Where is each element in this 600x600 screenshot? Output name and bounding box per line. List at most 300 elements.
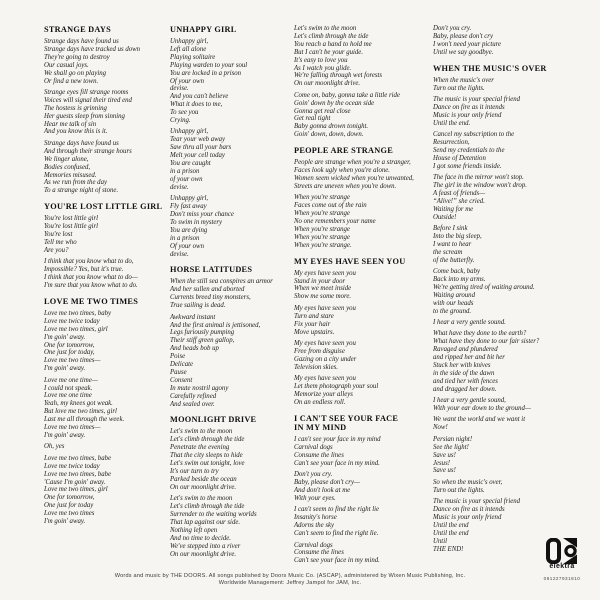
lyric-verse: [170, 314, 292, 409]
credits-line-2: Worldwide Management: Jeffrey Jampol for JAM, Inc.: [218, 580, 362, 586]
lyric-line: House of Detention: [433, 154, 486, 162]
lyric-line: in a prison: [170, 168, 200, 175]
lyric-line: Impossible? Yes, but it's true.: [44, 266, 124, 274]
lyric-line: On an endless roll.: [294, 398, 346, 406]
lyric-line: No one remembers your name: [294, 218, 376, 226]
lyric-line: Strange days have found us: [44, 38, 119, 45]
lyric-line: One for tomorrow,: [44, 494, 95, 502]
lyric-verse: [294, 159, 432, 191]
lyric-line: Consume the lines: [294, 451, 344, 459]
lyric-line: People are strange when you're a stranger,: [294, 159, 411, 167]
credits-footer: [0, 573, 580, 587]
lyric-line: and dragged her down.: [433, 385, 497, 393]
lyric-line: Memorize your alleys: [294, 390, 353, 398]
lyric-line: Jesus!: [433, 459, 450, 467]
lyric-line: Our casual joys.: [44, 61, 89, 69]
lyric-line: in the side of the dawn: [433, 369, 495, 377]
lyrics-column: [294, 25, 432, 569]
lyric-line: I can't see your face in my mind: [294, 436, 381, 444]
lyric-line: Tear your web away: [170, 136, 226, 144]
lyric-line: Left all alone: [170, 45, 207, 53]
lyric-line: And through their strange hours: [44, 147, 132, 155]
lyric-line: With your eyes.: [294, 495, 336, 502]
lyric-verse: [433, 77, 583, 93]
lyric-line: The hostess is grinning: [44, 104, 107, 112]
lyric-line: Love me twice today: [44, 462, 100, 470]
lyric-line: 'Cause I'm goin' away.: [44, 478, 106, 486]
lyric-line: Carefully refined: [170, 392, 217, 400]
lyric-line: Don't miss your chance: [170, 211, 234, 219]
song-title-line: PEOPLE ARE STRANGE: [294, 146, 394, 156]
song-title: [170, 265, 292, 275]
lyric-line: And you know this is it.: [44, 128, 108, 136]
lyric-line: Resurrection,: [433, 138, 470, 146]
lyric-verse: [294, 305, 432, 337]
lyric-line: Tell me who: [44, 238, 77, 246]
lyric-line: Move upstairs.: [294, 328, 335, 336]
lyric-line: And you can't believe: [170, 93, 229, 101]
lyric-line: Let's swim to the moon: [170, 428, 233, 436]
catalog-number: 081227931810: [543, 576, 581, 581]
lyric-line: Streets are uneven when you're down.: [294, 182, 397, 190]
song-title-line: IN MY MIND: [294, 423, 347, 433]
lyric-verse: [433, 25, 583, 57]
lyric-verse: [294, 25, 432, 88]
lyric-verse: [294, 270, 432, 302]
lyric-line: My eyes have seen you: [294, 269, 356, 277]
song-title: [170, 415, 292, 425]
lyric-line: Until: [433, 537, 447, 545]
lyric-line: Until we say goodbye.: [433, 48, 494, 56]
lyric-line: We're falling through wet forests: [294, 72, 383, 80]
lyric-line: Crying.: [170, 117, 191, 125]
lyric-line: It's our turn to try: [170, 468, 219, 475]
lyric-line: With your ear down to the ground—: [433, 405, 531, 413]
song-title-line: MY EYES HAVE SEEN YOU: [294, 256, 406, 266]
lyric-line: devise.: [170, 85, 189, 93]
lyric-line: with our heads: [433, 299, 474, 307]
lyric-line: What have they done to the earth?: [433, 330, 527, 338]
lyric-line: I think that you know what to do,: [44, 258, 134, 266]
lyric-line: Memories misused.: [44, 171, 97, 179]
lyric-line: Hear me talk of sin: [44, 120, 97, 128]
lyric-line: My eyes have seen you: [294, 375, 356, 383]
lyric-line: Poise: [170, 353, 186, 361]
lyric-line: devise.: [170, 183, 189, 191]
lyric-line: Until the end.: [433, 119, 471, 127]
lyric-verse: [170, 278, 292, 310]
lyric-line: When you're strange: [294, 194, 350, 202]
lyric-line: Love me two times—: [44, 424, 101, 432]
lyric-line: Back into my arms.: [433, 275, 486, 283]
lyric-line: Strange days have tracked us down: [44, 45, 141, 53]
lyric-verse: [44, 258, 166, 290]
lyric-line: I got some friends inside.: [433, 162, 502, 170]
lyric-line: and ripped her and bit her: [433, 354, 505, 362]
lyric-line: I think that you know what to do—: [44, 274, 138, 282]
lyric-line: You're lost little girl: [44, 223, 99, 231]
lyric-line: Persian night!: [433, 435, 473, 443]
lyric-line: My eyes have seen you: [294, 339, 356, 347]
lyric-line: Show me some more.: [294, 293, 352, 301]
lyric-line: Gonna get real close: [294, 107, 351, 115]
lyric-verse: [170, 195, 292, 258]
lyric-verse: [44, 215, 166, 255]
lyrics-column: [170, 25, 292, 562]
lyric-line: Of your own: [170, 242, 204, 250]
lyric-line: You're lost: [44, 231, 73, 239]
lyric-line: We want the world and we want it: [433, 416, 526, 424]
lyric-verse: [44, 89, 166, 136]
lyric-line: Saw thru all your bars: [170, 144, 232, 152]
lyric-line: Don't you cry.: [433, 25, 472, 32]
lyric-line: I could not speak.: [44, 384, 93, 392]
lyric-verse: [433, 319, 583, 327]
lyric-line: Or find a new town.: [44, 77, 99, 85]
lyric-line: Her guests sleep from sinning: [44, 112, 125, 120]
lyric-verse: [170, 38, 292, 125]
lyric-verse: [170, 495, 292, 558]
lyric-line: Strange days have found us: [44, 139, 119, 147]
lyric-verse: [44, 140, 166, 195]
record-label-name: elektra: [549, 563, 575, 570]
lyric-line: Before I sink: [433, 225, 468, 233]
lyric-line: Love me one time: [44, 392, 92, 400]
song-title-line: STRANGE DAYS: [44, 25, 112, 34]
lyric-line: A feast of friends—: [433, 189, 486, 197]
lyric-line: Oh, yes: [44, 443, 65, 451]
lyric-line: It's easy to love you: [294, 56, 348, 64]
lyric-line: When we meet inside: [294, 285, 352, 293]
lyric-line: Until the end: [433, 521, 469, 529]
lyric-line: “Alive!” she cried.: [433, 197, 485, 205]
lyric-line: The girl in the window won't drop.: [433, 182, 527, 189]
lyric-verse: [433, 96, 583, 128]
lyric-line: Their stiff green gallop,: [170, 337, 235, 345]
lyric-line: Let's swim to the moon: [170, 495, 233, 503]
lyric-line: To swim in mystery: [170, 218, 223, 226]
lyric-line: But love me two times, girl: [44, 408, 117, 416]
lyric-line: I can't seem to find the right lie: [294, 506, 380, 514]
lyric-line: When the music's over: [433, 76, 494, 84]
song-title: [44, 25, 166, 35]
lyric-verse: [44, 455, 166, 526]
lyric-line: When you're strange: [294, 233, 350, 241]
lyric-line: Love me two times—: [44, 357, 101, 365]
lyric-line: Television skies.: [294, 363, 338, 371]
lyric-line: Love me two times, girl: [44, 325, 108, 333]
lyric-line: Faces look ugly when you're alone.: [294, 167, 390, 175]
lyric-line: I hear a very gentle sound.: [433, 319, 506, 326]
lyric-line: And sealed over.: [170, 400, 215, 408]
lyric-line: On our moonlight drive.: [294, 80, 361, 88]
song-title-line: MOONLIGHT DRIVE: [170, 415, 257, 425]
lyric-line: of your own: [170, 175, 203, 183]
lyric-line: Love me two times, babe: [44, 470, 112, 478]
lyric-line: Penetrate the evening: [170, 444, 230, 452]
lyric-line: Turn out the lights.: [433, 486, 485, 494]
song-title-line: HORSE LATITUDES: [170, 265, 253, 275]
lyric-line: Into the big sleep,: [433, 232, 482, 240]
lyric-line: We shall go on playing: [44, 69, 107, 77]
lyric-line: of the butterfly.: [433, 256, 475, 264]
lyric-line: Let's climb through the tide: [294, 32, 369, 40]
lyric-line: Awkward instant: [170, 313, 216, 321]
lyric-line: My eyes have seen you: [294, 304, 356, 312]
lyric-line: But I can't be your guide.: [294, 48, 364, 56]
lyric-line: Unhappy girl,: [170, 195, 209, 203]
lyric-line: Fly fast away: [170, 203, 207, 211]
lyric-verse: [433, 479, 583, 495]
lyric-line: Save us!: [433, 451, 456, 459]
lyric-line: Carnival dogs: [294, 541, 333, 549]
lyric-line: Let's swim out tonight, love: [170, 460, 245, 468]
lyric-line: Strange eyes fill strange rooms: [44, 88, 129, 96]
lyric-line: On our moonlight drive.: [170, 483, 237, 491]
lyric-line: Now!: [433, 424, 448, 432]
lyric-line: Unhappy girl,: [170, 128, 209, 136]
lyric-line: Free from disguise: [294, 347, 345, 355]
lyric-line: One just for today: [44, 502, 94, 510]
lyric-line: Playing solitaire: [170, 53, 216, 61]
lyric-line: THE END!: [433, 545, 464, 553]
lyric-line: Send my credentials to the: [433, 146, 505, 154]
lyric-line: Adorns the sky: [294, 522, 335, 530]
lyric-line: The music is your special friend: [433, 95, 521, 103]
lyric-line: Waiting around: [433, 291, 475, 299]
lyric-line: Love me two times: [44, 510, 95, 518]
lyric-line: Turn and stare: [294, 312, 334, 320]
lyric-line: Surrender to the waiting worlds: [170, 511, 257, 519]
lyric-line: Love me two times, baby: [44, 309, 112, 317]
lyric-line: Carnival dogs: [294, 444, 333, 452]
lyric-line: What have they done to our fair sister?: [433, 338, 540, 346]
song-title: [294, 414, 432, 433]
lyric-line: the scream: [433, 248, 463, 256]
lyric-verse: [433, 330, 583, 393]
lyric-line: Cancel my subscription to the: [433, 131, 515, 139]
lyric-line: Dance on fire as it intends: [433, 506, 505, 514]
lyric-line: We've stepped into a river: [170, 542, 241, 550]
lyric-line: Dance on fire as it intends: [433, 103, 505, 111]
lyric-line: Bodies confused,: [44, 163, 91, 171]
lyric-verse: [294, 375, 432, 407]
lyric-line: Waiting for me: [433, 205, 474, 213]
lyric-line: Can't see your face in my mind.: [294, 557, 380, 565]
lyric-line: Baby, please don't cry—: [294, 479, 361, 487]
lyric-verse: [433, 131, 583, 171]
lyric-line: When you're strange.: [294, 241, 352, 249]
lyric-line: Don't you cry.: [294, 471, 333, 479]
lyric-line: devise.: [170, 250, 189, 258]
lyric-verse: [433, 436, 583, 476]
lyric-verse: [294, 92, 432, 139]
lyric-line: in a prison: [170, 234, 200, 242]
song-title: [294, 257, 432, 267]
lyric-line: Baby gonna drown tonight.: [294, 123, 369, 131]
song-title: [44, 297, 166, 307]
lyric-line: Are you?: [44, 246, 69, 254]
lyric-line: Outside!: [433, 213, 457, 221]
lyric-line: and tied her with fences: [433, 377, 498, 385]
lyric-line: That the city sleeps to hide: [170, 452, 243, 460]
lyric-line: Legs furiously pumping: [170, 329, 235, 337]
lyric-verse: [170, 128, 292, 191]
lyric-line: Music is your only friend: [433, 111, 502, 119]
lyric-line: to the ground.: [433, 307, 472, 315]
lyric-line: And no time to decide.: [170, 534, 231, 542]
lyric-line: Turn out the lights.: [433, 84, 485, 92]
lyric-line: They're going to destroy: [44, 53, 110, 61]
lyric-line: So when the music's over,: [433, 478, 503, 486]
song-title: [433, 64, 583, 74]
lyric-line: I'm goin' away.: [44, 333, 86, 341]
lyric-line: Insanity's horse: [294, 514, 337, 522]
lyric-line: In mute nostril agony: [170, 384, 229, 392]
lyric-line: I won't need your picture: [433, 40, 502, 48]
lyric-line: When you're strange: [294, 225, 350, 233]
lyric-line: Gazing on a city under: [294, 355, 357, 363]
lyric-verse: [44, 443, 166, 451]
lyric-verse: [433, 225, 583, 265]
lyric-line: One just for today,: [44, 349, 95, 357]
lyric-line: You are locked in a prison: [170, 69, 242, 77]
lyric-verse: [170, 428, 292, 491]
lyric-line: You are dying: [170, 226, 208, 234]
lyric-line: I'm goin' away.: [44, 365, 86, 373]
lyric-line: Can't see your face in my mind.: [294, 459, 380, 467]
lyric-line: And the first animal is jettisoned,: [170, 321, 261, 329]
lyric-verse: [294, 542, 432, 566]
lyric-line: As I watch you glide.: [294, 64, 352, 72]
lyric-line: Get real tight: [294, 115, 331, 123]
lyric-line: Let's climb through the tide: [170, 436, 245, 444]
lyric-line: Women seem wicked when you're unwanted,: [294, 175, 414, 182]
lyric-line: Love me twice today: [44, 317, 100, 325]
lyric-line: Come back, baby: [433, 268, 480, 276]
lyric-line: Stand in your door: [294, 277, 346, 285]
lyric-line: Music is your only friend: [433, 513, 502, 521]
lyric-line: Let's swim to the moon: [294, 25, 357, 32]
lyric-line: You're lost little girl: [44, 215, 99, 223]
lyric-line: Consume the lines: [294, 549, 344, 557]
lyric-line: Love me two times, girl: [44, 486, 108, 494]
lyric-line: Fix your hair: [294, 320, 331, 328]
elektra-logo-icon: [540, 538, 584, 564]
lyric-line: As we run from the day: [44, 179, 107, 187]
lyric-line: When you're strange: [294, 210, 350, 218]
lyric-line: To see you: [170, 109, 199, 117]
lyric-line: Currents breed tiny monsters,: [170, 294, 251, 302]
lyric-verse: [294, 194, 432, 249]
song-title-line: LOVE ME TWO TIMES: [44, 296, 139, 306]
lyric-line: When the still sea conspires an armor: [170, 278, 273, 286]
lyric-verse: [294, 340, 432, 372]
lyric-verse: [433, 268, 583, 315]
lyric-line: Nothing left open: [170, 526, 218, 534]
lyric-line: Love me two times, babe: [44, 454, 112, 462]
lyric-line: See the light!: [433, 443, 469, 451]
lyric-line: Yeah, my knees got weak.: [44, 400, 113, 408]
lyric-verse: [44, 310, 166, 373]
lyric-line: Baby, please don't cry: [433, 32, 493, 40]
lyric-verse: [44, 377, 166, 440]
lyric-line: Delicate: [170, 361, 194, 369]
song-title: [170, 25, 292, 35]
lyric-verse: [294, 471, 432, 503]
lyric-line: Ravaged and plundered: [433, 346, 498, 354]
lyric-line: I want to hear: [433, 240, 472, 248]
credits-line-1: Words and music by THE DOORS. All songs published by Doors Music Co. (ASCAP), administered by Wixen Music Publishing, Inc.: [114, 573, 466, 579]
lyric-verse: [44, 38, 166, 85]
lyric-line: We linger alone,: [44, 155, 89, 163]
lyric-verse: [433, 174, 583, 221]
song-title-line: I CAN'T SEE YOUR FACE: [294, 413, 399, 423]
lyric-line: Last me all through the week.: [44, 416, 125, 424]
lyric-verse: [433, 397, 583, 413]
lyric-line: I'm goin' away.: [44, 431, 86, 439]
lyric-line: Parked beside the ocean: [170, 475, 237, 483]
lyric-line: True sailing is dead.: [170, 302, 226, 310]
lyric-line: Voices will signal their tired end: [44, 96, 132, 104]
lyric-line: The face in the mirror won't stop.: [433, 174, 524, 182]
lyric-line: Consent: [170, 376, 193, 384]
lyric-line: Playing warden to your soul: [170, 61, 248, 69]
lyric-line: Let them photograph your soul: [294, 382, 379, 390]
lyric-line: That lap against our side.: [170, 518, 241, 526]
lyric-line: Faces come out of the rain: [294, 202, 367, 210]
lyric-line: On our moonlight drive.: [170, 550, 237, 558]
lyric-line: Goin' down by the ocean side: [294, 99, 375, 107]
song-title: [294, 146, 432, 156]
lyric-line: Come on, baby, gonna take a little ride: [294, 91, 400, 99]
lyric-line: Can't seem to find the right lie.: [294, 530, 379, 538]
lyric-line: Goin' down, down, down.: [294, 131, 364, 139]
song-title: [44, 202, 166, 212]
song-title-line: UNHAPPY GIRL: [170, 25, 237, 34]
lyric-verse: [433, 416, 583, 432]
lyric-line: You reach a hand to hold me: [294, 40, 372, 48]
lyric-line: To a strange night of stone.: [44, 187, 119, 195]
lyrics-column: [44, 25, 166, 529]
lyric-line: Of your own: [170, 77, 204, 85]
lyric-verse: [294, 506, 432, 538]
lyric-line: Love me one time—: [44, 376, 98, 384]
song-title-line: WHEN THE MUSIC'S OVER: [433, 63, 547, 73]
lyric-line: I hear a very gentle sound,: [433, 397, 506, 405]
lyric-line: Unhappy girl,: [170, 38, 209, 45]
lyric-line: And heads bob up: [170, 345, 219, 353]
lyric-verse: [294, 436, 432, 468]
song-title-line: YOU'RE LOST LITTLE GIRL: [44, 202, 163, 212]
lyric-line: I'm sure that you know what to do.: [44, 281, 138, 289]
lyrics-column: [433, 25, 583, 557]
lyric-line: Melt your cell today: [170, 152, 225, 160]
lyric-line: Until the end: [433, 529, 469, 537]
lyric-line: One for tomorrow,: [44, 341, 95, 349]
lyric-line: The music is your special friend: [433, 498, 521, 506]
lyric-line: Save us!: [433, 467, 456, 475]
lyric-line: What it does to me,: [170, 101, 223, 109]
lyric-line: Stuck her with knives: [433, 362, 491, 370]
lyric-line: Let's climb through the tide: [170, 503, 245, 511]
lyric-line: I'm goin' away.: [44, 518, 86, 526]
lyric-line: And her sullen and aborted: [170, 286, 245, 294]
lyric-line: We're getting tired of waiting around.: [433, 283, 535, 291]
lyric-line: Pause: [170, 368, 187, 376]
lyric-line: And don't look at me: [294, 487, 351, 495]
lyric-line: You are caught: [170, 160, 211, 168]
